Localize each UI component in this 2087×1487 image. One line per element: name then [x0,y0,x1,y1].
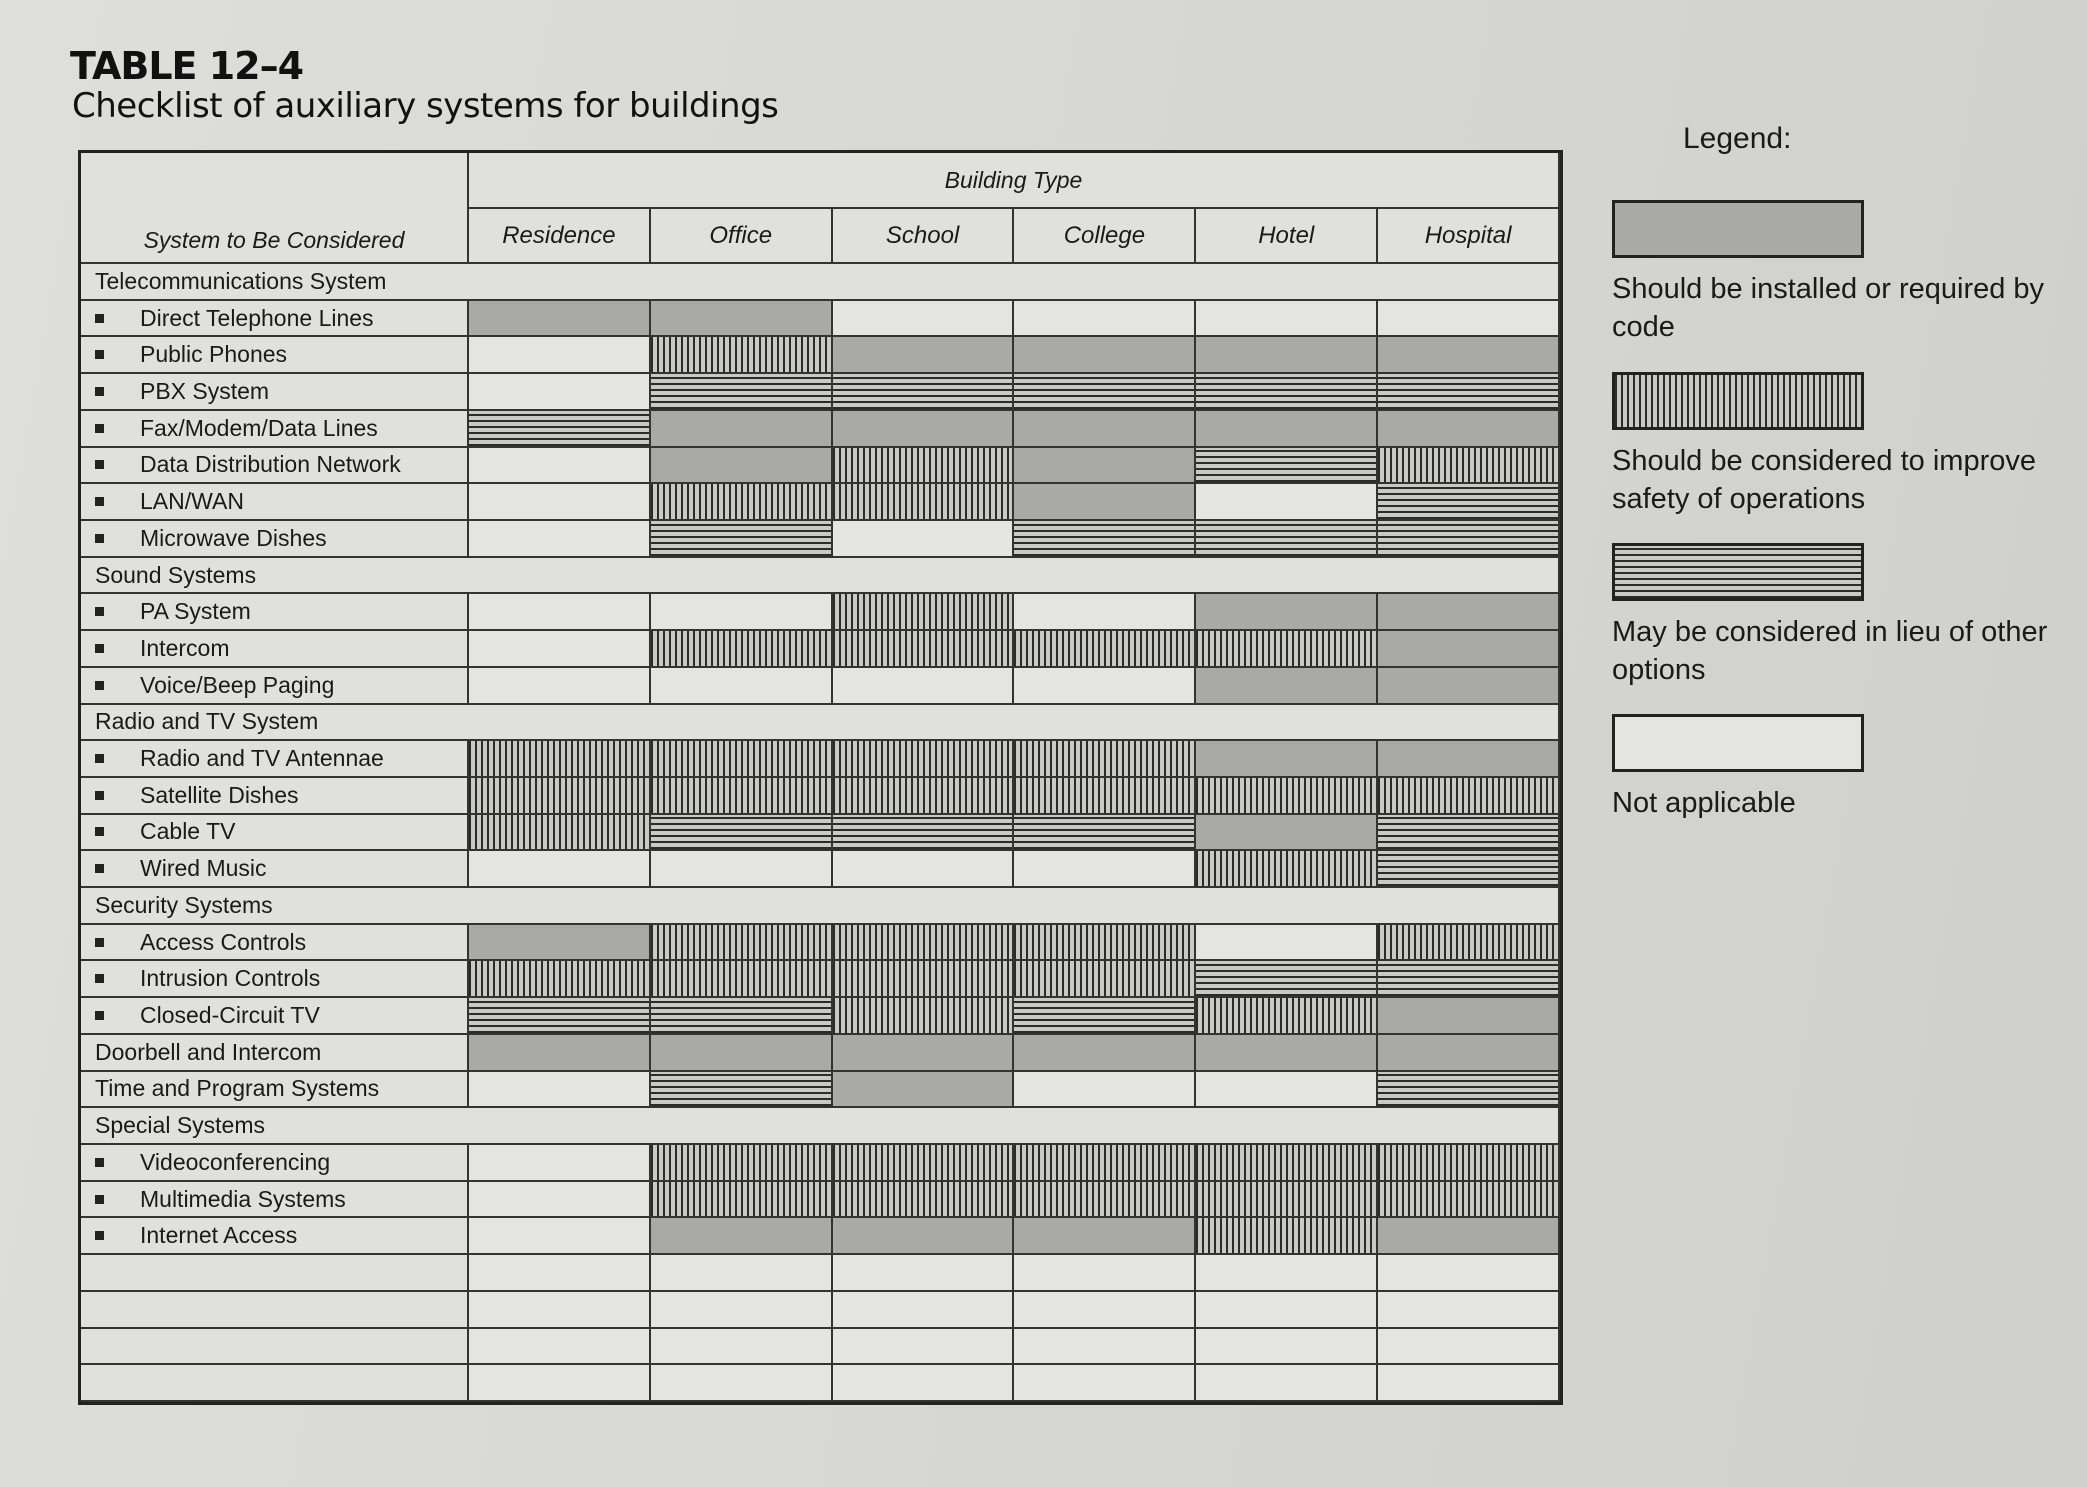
rating-cell-req [1378,411,1560,448]
rating-cell-na [469,851,651,888]
rating-cell-req [833,1035,1015,1072]
rating-cell-req [1378,998,1560,1035]
rating-cell-horiz [469,411,651,448]
rating-cell-horiz [1014,998,1196,1035]
rating-cell-horiz [1378,961,1560,998]
legend-swatch-horizontal-lines [1612,543,1864,601]
legend-swatch-vertical-lines [1612,372,1864,430]
rating-cell-na [469,1365,651,1402]
system-row-label [81,961,469,998]
rating-cell-horiz [651,521,833,558]
rating-cell-na [833,1365,1015,1402]
legend-label: Should be installed or required by code [1612,273,2045,343]
bullet-icon [95,681,104,690]
rating-cell-vert [651,1145,833,1182]
row-label-text: Wired Music [140,855,267,882]
rating-cell-vert [651,484,833,521]
rating-cell-na [1014,851,1196,888]
rating-cell-na [1014,1072,1196,1109]
legend-label: Should be considered to improve safety of operations [1612,445,2036,515]
bullet-icon [95,314,104,323]
rating-cell-req [651,448,833,485]
rating-cell-req [1014,448,1196,485]
rating-cell-vert [651,778,833,815]
bullet-icon [95,1011,104,1020]
rating-cell-na [469,668,651,705]
rating-cell-req [469,925,651,962]
rating-cell-vert [833,594,1015,631]
rating-cell-req [1014,484,1196,521]
rating-cell-na [651,1329,833,1366]
legend-swatch-solid [1612,200,1864,258]
rating-cell-req [651,301,833,338]
rating-cell-na [469,631,651,668]
rating-cell-vert [1378,1182,1560,1219]
rating-cell-vert [1378,925,1560,962]
rating-cell-req [1378,631,1560,668]
rating-cell-horiz [1014,815,1196,852]
system-column-header: System to Be Considered [81,153,469,264]
rating-cell-req [651,1218,833,1255]
rating-cell-horiz [1378,484,1560,521]
bullet-icon [95,974,104,983]
rating-cell-na [1014,1292,1196,1329]
rating-cell-na [1014,301,1196,338]
system-row-label [81,778,469,815]
rating-cell-vert [1196,851,1378,888]
row-label-text: Voice/Beep Paging [140,671,335,698]
rating-cell-req [833,1072,1015,1109]
rating-cell-req [1196,668,1378,705]
blank-row-label [81,1329,469,1366]
rating-cell-vert [469,741,651,778]
building-type-header: Building Type [469,153,1560,209]
bullet-icon [95,607,104,616]
legend-item-not-applicable [1612,714,2072,822]
rating-cell-na [651,851,833,888]
rating-cell-na [469,337,651,374]
rating-cell-vert [1378,778,1560,815]
row-label-text: PA System [140,598,251,625]
row-label-text: Intercom [140,634,230,661]
rating-cell-na [1378,1255,1560,1292]
rating-cell-req [1378,1035,1560,1072]
row-label-text: Radio and TV Antennae [140,745,384,772]
rating-cell-na [833,301,1015,338]
system-row-label [81,301,469,338]
legend-label: Not applicable [1612,787,1796,819]
rating-cell-vert [833,998,1015,1035]
bullet-icon [95,497,104,506]
rating-cell-vert [1196,1145,1378,1182]
system-row-label [81,925,469,962]
column-header-school: School [833,209,1015,264]
bullet-icon [95,791,104,800]
rating-cell-req [1378,1218,1560,1255]
row-label-text: Satellite Dishes [140,781,299,808]
rating-cell-horiz [651,374,833,411]
system-row-label [81,741,469,778]
section-header: Sound Systems [81,558,1560,595]
rating-cell-vert [833,925,1015,962]
rating-cell-horiz [1378,521,1560,558]
rating-cell-na [469,484,651,521]
blank-row-label [81,1365,469,1402]
rating-cell-req [651,411,833,448]
rating-cell-req [1378,741,1560,778]
rating-cell-vert [651,1182,833,1219]
rating-cell-na [1378,1292,1560,1329]
rating-cell-na [469,1255,651,1292]
rating-cell-na [1196,484,1378,521]
rating-cell-horiz [1014,374,1196,411]
rating-cell-na [651,1255,833,1292]
rating-cell-vert [1014,961,1196,998]
rating-cell-vert [651,337,833,374]
bullet-icon [95,350,104,359]
rating-cell-horiz [1378,1072,1560,1109]
rating-cell-req [1014,337,1196,374]
row-label-text: Doorbell and Intercom [95,1038,322,1065]
system-row-label [81,815,469,852]
rating-cell-vert [1196,1182,1378,1219]
system-row-label [81,484,469,521]
rating-cell-vert [833,1145,1015,1182]
bullet-icon [95,1158,104,1167]
rating-cell-vert [1014,741,1196,778]
checklist-table [78,150,1563,1405]
bullet-icon [95,424,104,433]
bullet-icon [95,1195,104,1204]
row-label-text: Access Controls [140,928,307,955]
rating-cell-horiz [1196,521,1378,558]
rating-cell-horiz [1378,815,1560,852]
rating-cell-req [1196,1035,1378,1072]
column-header-hospital: Hospital [1378,209,1560,264]
system-row-label [81,594,469,631]
rating-cell-na [651,1365,833,1402]
rating-cell-vert [469,778,651,815]
rating-cell-vert [1378,1145,1560,1182]
system-row-label [81,337,469,374]
system-row-label [81,1145,469,1182]
row-label-text: Multimedia Systems [140,1185,346,1212]
rating-cell-req [1196,411,1378,448]
row-label-text: Videoconferencing [140,1148,331,1175]
rating-cell-horiz [651,998,833,1035]
rating-cell-na [651,594,833,631]
rating-cell-vert [1378,448,1560,485]
rating-cell-horiz [651,1072,833,1109]
rating-cell-na [469,1292,651,1329]
rating-cell-vert [651,741,833,778]
rating-cell-na [1378,1365,1560,1402]
rating-cell-req [833,337,1015,374]
rating-cell-na [1014,594,1196,631]
bullet-icon [95,1231,104,1240]
rating-cell-na [469,448,651,485]
column-header-office: Office [651,209,833,264]
rating-cell-horiz [1196,374,1378,411]
bullet-icon [95,827,104,836]
rating-cell-vert [1014,1182,1196,1219]
row-label-text: Data Distribution Network [140,451,401,478]
rating-cell-req [1378,594,1560,631]
rating-cell-req [1014,411,1196,448]
row-label-text: LAN/WAN [140,488,244,515]
rating-cell-na [1196,1329,1378,1366]
rating-cell-na [1014,1255,1196,1292]
rating-cell-vert [1196,631,1378,668]
rating-cell-vert [833,484,1015,521]
rating-cell-na [469,594,651,631]
rating-cell-na [1014,668,1196,705]
rating-cell-na [833,1329,1015,1366]
rating-cell-na [833,851,1015,888]
legend-item-required [1612,200,2072,346]
rating-cell-vert [469,815,651,852]
rating-cell-vert [833,1182,1015,1219]
rating-cell-horiz [1196,448,1378,485]
rating-cell-na [1196,1255,1378,1292]
rating-cell-na [833,521,1015,558]
rating-cell-req [833,411,1015,448]
rating-cell-vert [1196,778,1378,815]
rating-cell-horiz [651,815,833,852]
section-header: Special Systems [81,1108,1560,1145]
rating-cell-req [1196,337,1378,374]
system-row-label [81,448,469,485]
section-header: Security Systems [81,888,1560,925]
rating-cell-na [469,521,651,558]
system-row-label [81,521,469,558]
rating-cell-req [833,1218,1015,1255]
system-row-label [81,1182,469,1219]
rating-cell-vert [651,631,833,668]
system-row-label [81,1218,469,1255]
rating-cell-na [1196,1292,1378,1329]
blank-row-label [81,1255,469,1292]
row-label-text: Fax/Modem/Data Lines [140,414,378,441]
legend-swatch-blank [1612,714,1864,772]
rating-cell-vert [1196,1218,1378,1255]
rating-cell-vert [833,961,1015,998]
rating-cell-na [1014,1329,1196,1366]
bullet-icon [95,460,104,469]
rating-cell-na [651,1292,833,1329]
rating-cell-req [1014,1218,1196,1255]
bullet-icon [95,938,104,947]
rating-cell-vert [1014,778,1196,815]
rating-cell-na [651,668,833,705]
bullet-icon [95,864,104,873]
section-header: Telecommunications System [81,264,1560,301]
row-label-text: Direct Telephone Lines [140,304,374,331]
rating-cell-vert [833,448,1015,485]
row-label-text: Public Phones [140,341,288,368]
system-row-label [81,1035,469,1072]
legend-label: May be considered in lieu of other options [1612,616,2048,686]
system-row-label [81,851,469,888]
blank-row-label [81,1292,469,1329]
rating-cell-na [469,1218,651,1255]
rating-cell-horiz [469,998,651,1035]
bullet-icon [95,644,104,653]
rating-cell-vert [833,741,1015,778]
rating-cell-horiz [1378,851,1560,888]
rating-cell-req [469,1035,651,1072]
rating-cell-req [1196,741,1378,778]
section-header: Radio and TV System [81,705,1560,742]
row-label-text: PBX System [140,377,270,404]
rating-cell-na [1378,1329,1560,1366]
rating-cell-req [1196,594,1378,631]
system-row-label [81,411,469,448]
bullet-icon [95,534,104,543]
column-header-hotel: Hotel [1196,209,1378,264]
system-row-label [81,374,469,411]
legend-item-safety [1612,372,2072,518]
rating-cell-req [1378,668,1560,705]
rating-cell-na [1196,925,1378,962]
row-label-text: Intrusion Controls [140,965,321,992]
rating-cell-na [833,1292,1015,1329]
row-label-text: Closed-Circuit TV [140,1002,320,1029]
rating-cell-req [651,1035,833,1072]
rating-cell-vert [1196,998,1378,1035]
rating-cell-req [1014,1035,1196,1072]
bullet-icon [95,387,104,396]
rating-cell-na [1014,1365,1196,1402]
row-label-text: Time and Program Systems [95,1075,380,1102]
rating-cell-vert [833,631,1015,668]
bullet-icon [95,754,104,763]
rating-cell-vert [833,778,1015,815]
rating-cell-horiz [1196,961,1378,998]
legend-item-lieu [1612,543,2072,689]
table-caption: Checklist of auxiliary systems for buildings [72,86,779,126]
row-label-text: Internet Access [140,1222,298,1249]
rating-cell-na [833,668,1015,705]
table-number: TABLE 12–4 [70,44,304,88]
rating-cell-vert [1014,1145,1196,1182]
rating-cell-na [1196,1365,1378,1402]
system-row-label [81,631,469,668]
rating-cell-na [1378,301,1560,338]
rating-cell-vert [469,961,651,998]
system-row-label [81,998,469,1035]
system-row-label [81,1072,469,1109]
system-row-label [81,668,469,705]
rating-cell-na [469,1329,651,1366]
rating-cell-req [1196,815,1378,852]
rating-cell-na [1196,1072,1378,1109]
row-label-text: Cable TV [140,818,236,845]
rating-cell-horiz [1378,374,1560,411]
rating-cell-horiz [833,815,1015,852]
rating-cell-vert [651,961,833,998]
rating-cell-req [1378,337,1560,374]
rating-cell-vert [1014,631,1196,668]
legend-title: Legend: [1683,122,1792,155]
rating-cell-horiz [1014,521,1196,558]
rating-cell-vert [1014,925,1196,962]
column-header-residence: Residence [469,209,651,264]
rating-cell-na [833,1255,1015,1292]
rating-cell-na [469,1072,651,1109]
rating-cell-req [469,301,651,338]
rating-cell-na [469,374,651,411]
rating-cell-na [469,1182,651,1219]
rating-cell-na [469,1145,651,1182]
rating-cell-horiz [833,374,1015,411]
row-label-text: Microwave Dishes [140,524,327,551]
rating-cell-na [1196,301,1378,338]
rating-cell-vert [651,925,833,962]
column-header-college: College [1014,209,1196,264]
